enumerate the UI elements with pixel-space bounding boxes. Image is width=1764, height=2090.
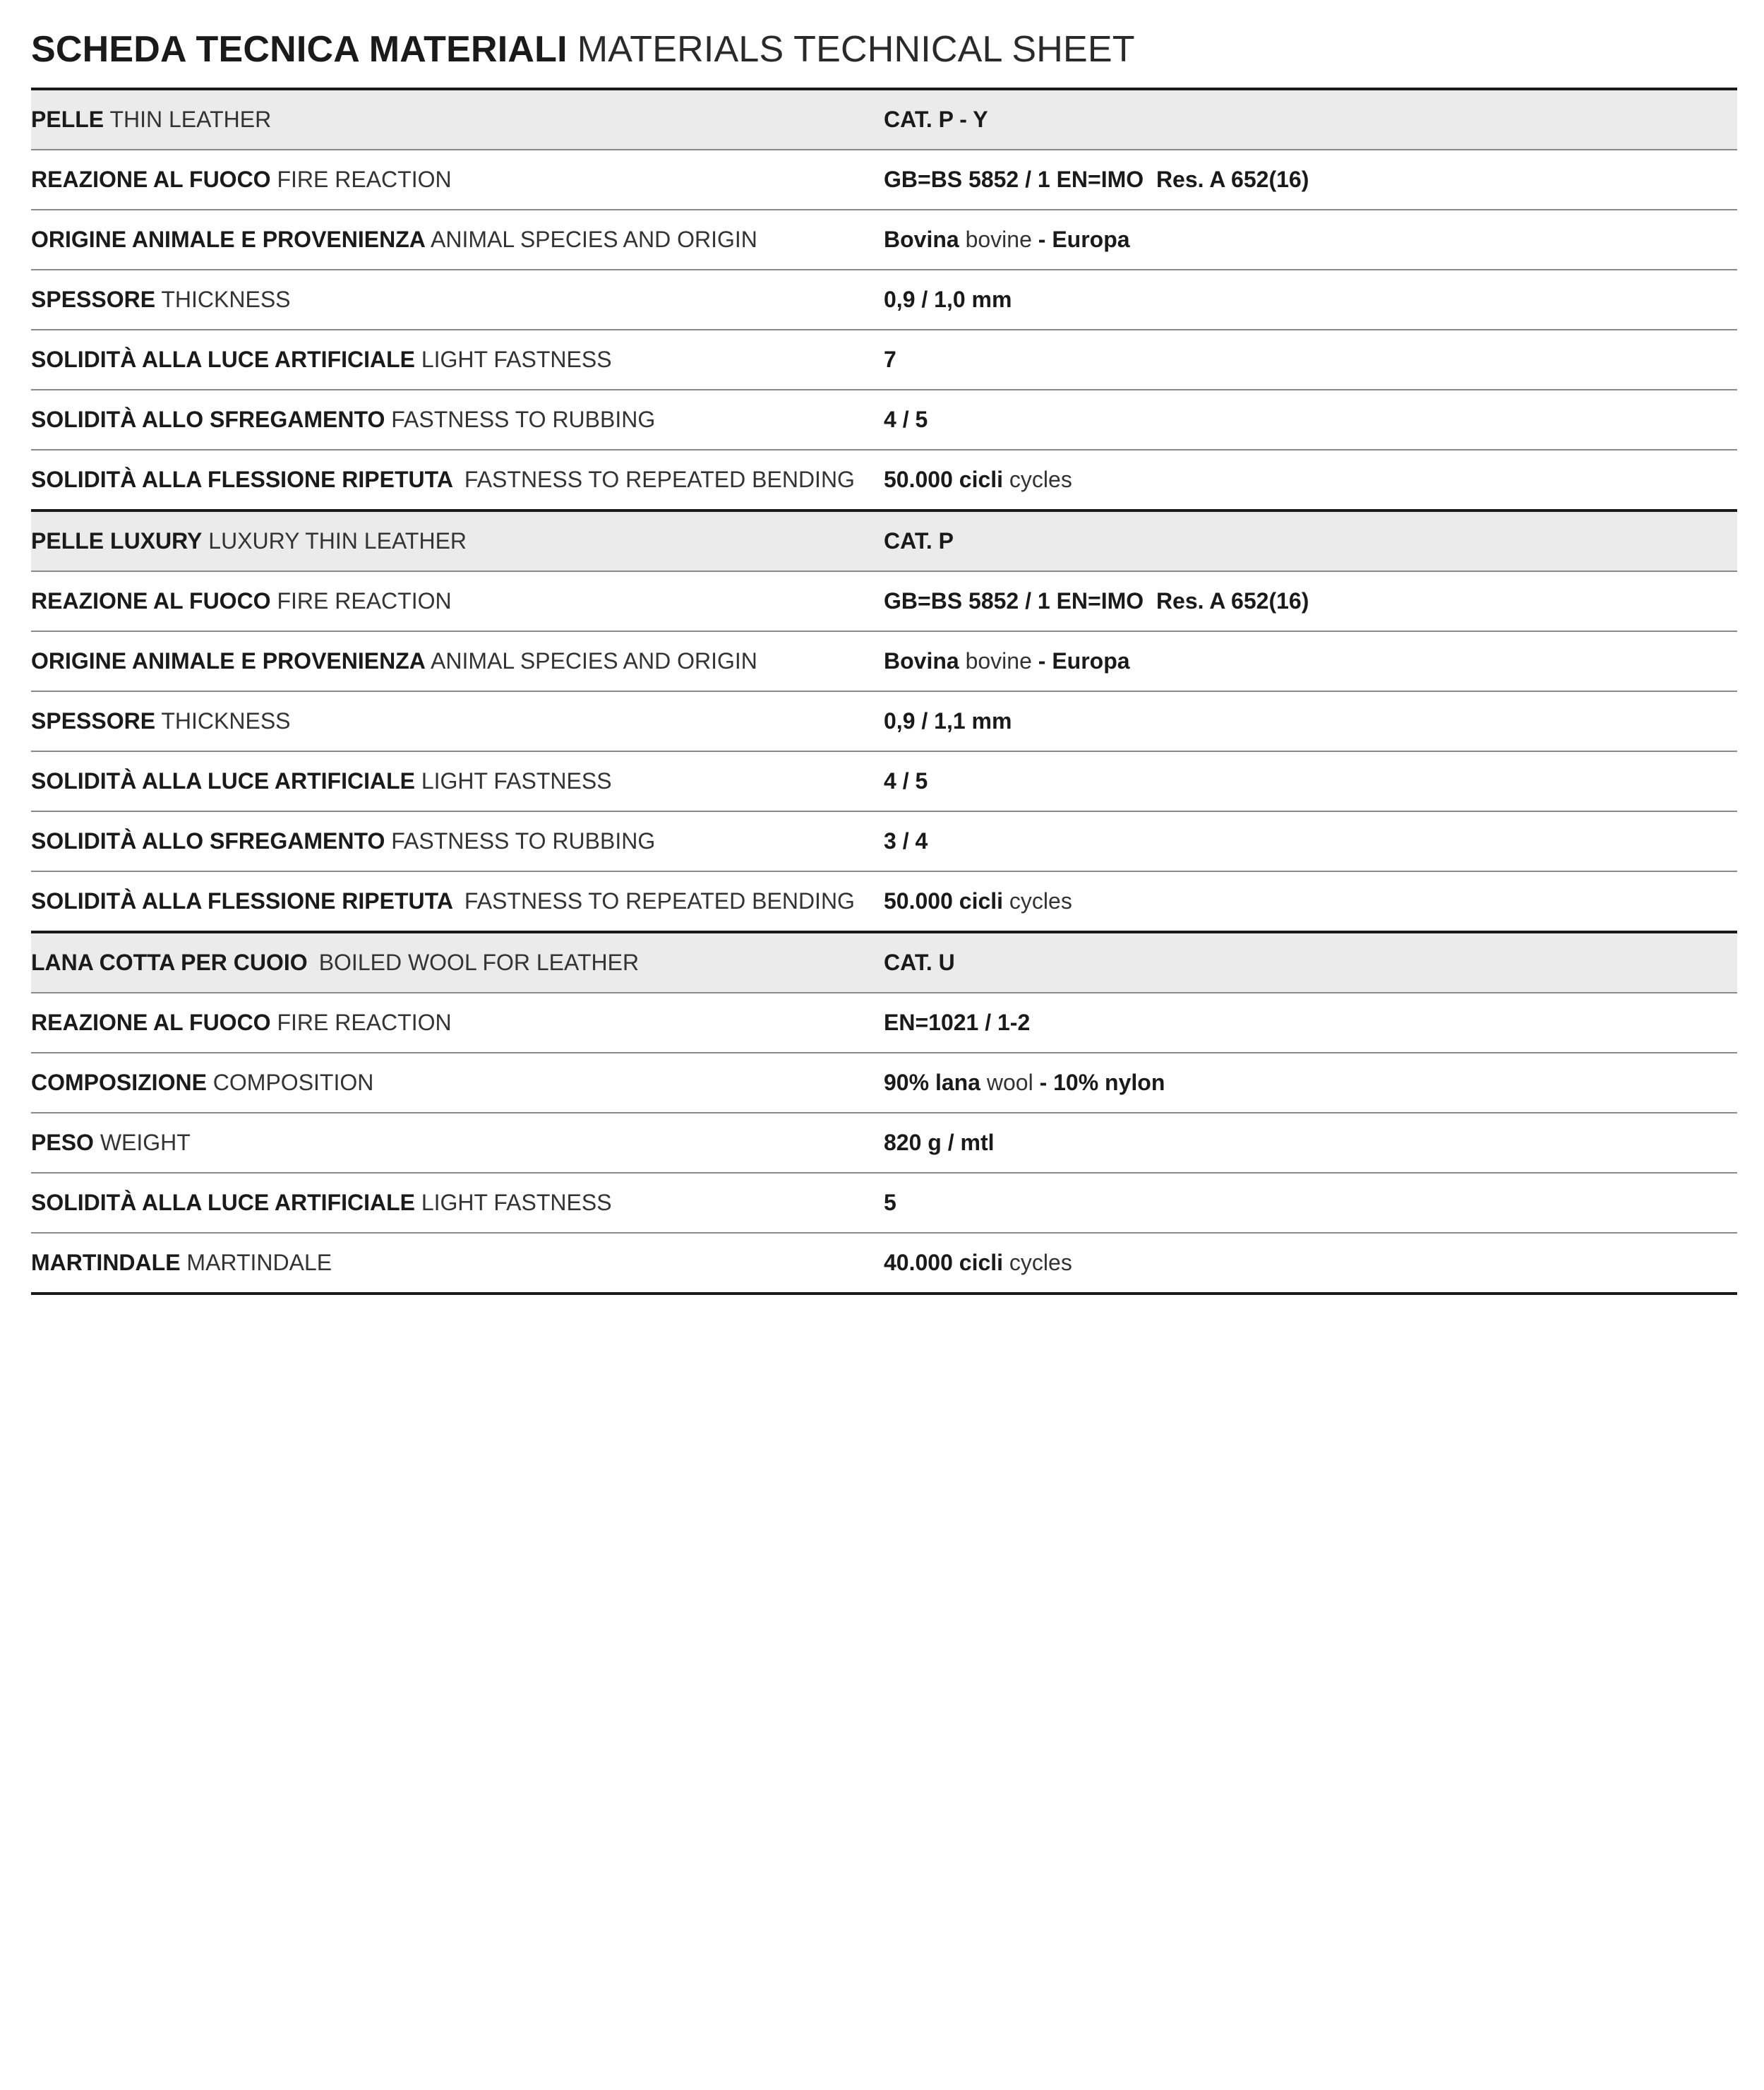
value-suffix: - 10% nylon: [1039, 1070, 1165, 1095]
table-row: [31, 330, 1737, 390]
property-english: LIGHT FASTNESS: [421, 1190, 612, 1215]
property-value: [884, 993, 1030, 1052]
property-label: [31, 150, 452, 209]
property-value: [884, 1053, 1165, 1112]
property-english: LIGHT FASTNESS: [421, 768, 612, 794]
section-pelle: [31, 90, 1737, 509]
property-english: WEIGHT: [100, 1130, 191, 1155]
table-row: [31, 1234, 1737, 1292]
property-label: [31, 1053, 373, 1112]
value-main: 5: [884, 1190, 896, 1215]
property-english: COMPOSITION: [212, 1070, 374, 1095]
value-main: EN=1021 / 1-2: [884, 1010, 1031, 1035]
table-row: [31, 210, 1737, 270]
property-label: [31, 752, 612, 811]
property-value: [884, 330, 896, 389]
property-english: MARTINDALE: [186, 1250, 332, 1275]
property-label: [31, 872, 855, 931]
value-translation: bovine: [965, 227, 1032, 252]
table-row: [31, 572, 1737, 632]
property-label: [31, 390, 655, 449]
property-value: [884, 150, 1309, 209]
table-row: [31, 872, 1737, 931]
table-row: [31, 450, 1737, 509]
value-main: 50.000 cicli: [884, 888, 1004, 914]
value-main: 3 / 4: [884, 828, 928, 854]
property-value: [884, 752, 928, 811]
property-value: [884, 210, 1130, 269]
property-label: [31, 812, 655, 871]
property-value: [884, 1113, 995, 1172]
value-main: 50.000 cicli: [884, 467, 1004, 492]
section-header: [31, 512, 1737, 572]
property-italian: SOLIDITÀ ALLA LUCE ARTIFICIALE: [31, 1190, 415, 1215]
property-value: [884, 390, 928, 449]
property-label: [31, 270, 291, 329]
property-english: FIRE REACTION: [277, 588, 452, 614]
property-label: [31, 330, 612, 389]
value-main: 820 g / mtl: [884, 1130, 995, 1155]
materials-table: [31, 88, 1737, 1295]
table-row: [31, 1113, 1737, 1174]
category-code: CAT. P - Y: [884, 107, 988, 132]
value-translation: cycles: [1009, 467, 1072, 492]
value-main: GB=BS 5852 / 1 EN=IMO Res. A 652(16): [884, 167, 1309, 192]
value-main: 90% lana: [884, 1070, 980, 1095]
property-value: [884, 632, 1130, 691]
section-header-label: [31, 512, 467, 571]
property-label: [31, 632, 757, 691]
value-main: 4 / 5: [884, 768, 928, 794]
material-name-english: THIN LEATHER: [109, 107, 272, 132]
property-english: FASTNESS TO REPEATED BENDING: [464, 467, 855, 492]
section-header-label: [31, 90, 271, 149]
value-main: 7: [884, 347, 896, 372]
table-row: [31, 993, 1737, 1053]
property-label: [31, 210, 757, 269]
section-pelle-luxury: [31, 509, 1737, 931]
material-name-italian: PELLE LUXURY: [31, 528, 203, 554]
table-row: [31, 1053, 1737, 1113]
property-italian: MARTINDALE: [31, 1250, 181, 1275]
page-title: [31, 23, 1135, 76]
property-italian: SOLIDITÀ ALLO SFREGAMENTO: [31, 828, 385, 854]
property-value: [884, 572, 1309, 631]
property-value: [884, 872, 1072, 931]
value-main: Bovina: [884, 227, 959, 252]
property-value: [884, 450, 1072, 509]
property-italian: SOLIDITÀ ALLA FLESSIONE RIPETUTA: [31, 888, 453, 914]
table-row: [31, 752, 1737, 812]
value-main: GB=BS 5852 / 1 EN=IMO Res. A 652(16): [884, 588, 1309, 614]
property-label: [31, 572, 452, 631]
property-english: THICKNESS: [161, 708, 291, 734]
property-italian: ORIGINE ANIMALE E PROVENIENZA: [31, 227, 426, 252]
table-row: [31, 692, 1737, 752]
material-name-english: LUXURY THIN LEATHER: [208, 528, 467, 554]
property-value: [884, 1174, 896, 1232]
table-row: [31, 632, 1737, 692]
property-english: LIGHT FASTNESS: [421, 347, 612, 372]
property-value: [884, 812, 928, 871]
value-translation: cycles: [1009, 1250, 1072, 1275]
value-main: 0,9 / 1,0 mm: [884, 287, 1012, 312]
value-main: 40.000 cicli: [884, 1250, 1004, 1275]
property-italian: SOLIDITÀ ALLO SFREGAMENTO: [31, 407, 385, 432]
section-header: [31, 90, 1737, 150]
table-row: [31, 390, 1737, 450]
property-italian: SOLIDITÀ ALLA LUCE ARTIFICIALE: [31, 768, 415, 794]
property-italian: SPESSORE: [31, 287, 156, 312]
table-row: [31, 150, 1737, 210]
value-main: 4 / 5: [884, 407, 928, 432]
property-label: [31, 1234, 332, 1292]
property-italian: REAZIONE AL FUOCO: [31, 167, 271, 192]
value-main: 0,9 / 1,1 mm: [884, 708, 1012, 734]
property-italian: ORIGINE ANIMALE E PROVENIENZA: [31, 648, 426, 674]
property-italian: REAZIONE AL FUOCO: [31, 588, 271, 614]
material-name-english: BOILED WOOL FOR LEATHER: [318, 950, 640, 975]
property-label: [31, 450, 855, 509]
property-english: FASTNESS TO RUBBING: [391, 407, 656, 432]
category-code: CAT. P: [884, 528, 954, 554]
property-value: [884, 692, 1012, 751]
property-label: [31, 1174, 612, 1232]
property-italian: SOLIDITÀ ALLA FLESSIONE RIPETUTA: [31, 467, 453, 492]
section-header-label: [31, 933, 639, 992]
material-name-italian: LANA COTTA PER CUOIO: [31, 950, 308, 975]
property-label: [31, 692, 291, 751]
property-english: THICKNESS: [161, 287, 291, 312]
property-label: [31, 993, 452, 1052]
property-italian: PESO: [31, 1130, 94, 1155]
property-english: ANIMAL SPECIES AND ORIGIN: [430, 648, 757, 674]
property-italian: SOLIDITÀ ALLA LUCE ARTIFICIALE: [31, 347, 415, 372]
property-italian: COMPOSIZIONE: [31, 1070, 207, 1095]
value-translation: bovine: [965, 648, 1032, 674]
property-english: FIRE REACTION: [277, 1010, 452, 1035]
value-translation: wool: [986, 1070, 1033, 1095]
value-translation: cycles: [1009, 888, 1072, 914]
property-label: [31, 1113, 191, 1172]
category-code: CAT. U: [884, 950, 955, 975]
table-row: [31, 270, 1737, 330]
section-lana-cotta: [31, 931, 1737, 1292]
property-value: [884, 1234, 1072, 1292]
property-english: FASTNESS TO REPEATED BENDING: [464, 888, 855, 914]
property-italian: SPESSORE: [31, 708, 156, 734]
property-english: FIRE REACTION: [277, 167, 452, 192]
value-suffix: - Europa: [1038, 648, 1130, 674]
property-english: ANIMAL SPECIES AND ORIGIN: [430, 227, 757, 252]
material-name-italian: PELLE: [31, 107, 104, 132]
value-main: Bovina: [884, 648, 959, 674]
property-italian: REAZIONE AL FUOCO: [31, 1010, 271, 1035]
value-suffix: - Europa: [1038, 227, 1130, 252]
page-title-italian: SCHEDA TECNICA MATERIALI: [31, 29, 568, 70]
property-english: FASTNESS TO RUBBING: [391, 828, 656, 854]
property-value: [884, 270, 1012, 329]
section-header: [31, 933, 1737, 993]
table-row: [31, 1174, 1737, 1234]
page-title-english: MATERIALS TECHNICAL SHEET: [577, 29, 1135, 70]
table-row: [31, 812, 1737, 872]
